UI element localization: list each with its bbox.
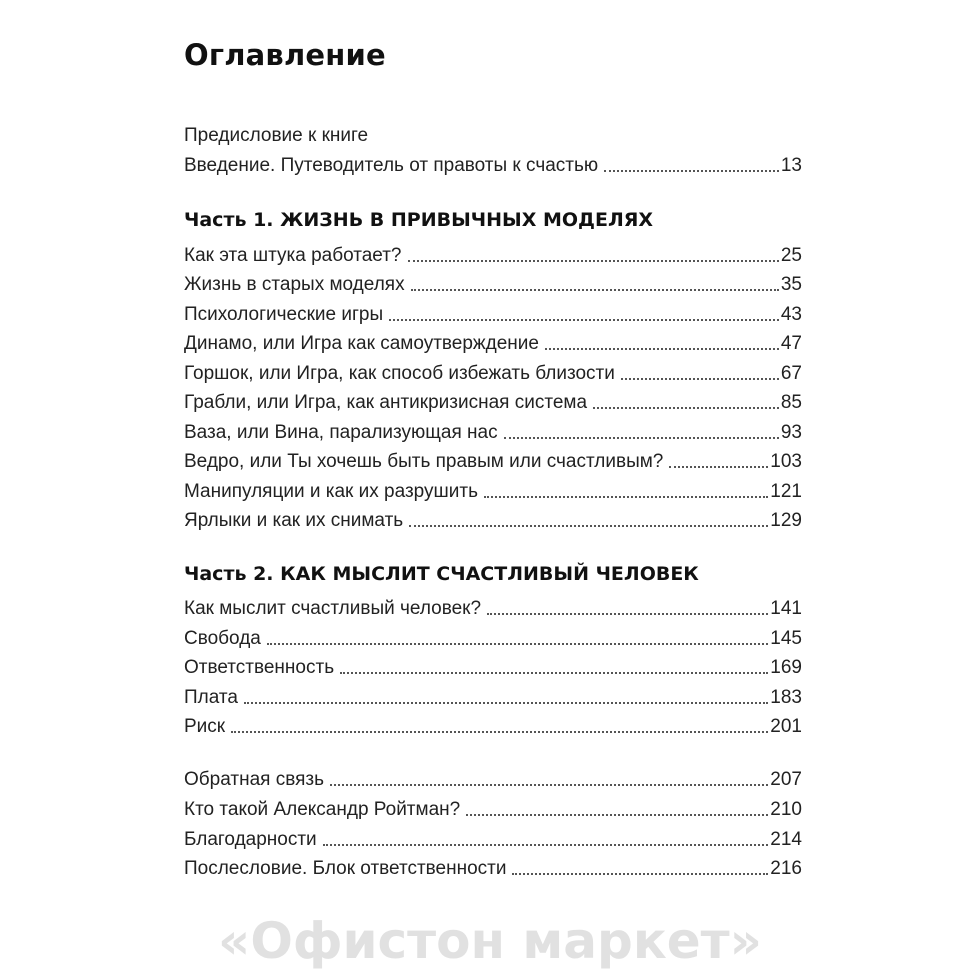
toc-page-number: 141 xyxy=(770,598,802,619)
dot-leader xyxy=(504,437,779,439)
toc-entry[interactable] xyxy=(184,244,802,268)
toc-entry-label: Свобода xyxy=(184,628,261,649)
toc-page xyxy=(184,0,802,980)
toc-page-number: 25 xyxy=(780,245,802,266)
toc-entry-label: Благодарности xyxy=(184,829,317,850)
toc-entry[interactable] xyxy=(184,480,802,504)
dot-leader xyxy=(484,496,768,498)
toc-entry[interactable] xyxy=(184,597,802,621)
toc-entry[interactable] xyxy=(184,656,802,680)
toc-entry[interactable] xyxy=(184,828,802,852)
toc-entry-label: Горшок, или Игра, как способ избежать близости xyxy=(184,363,615,384)
toc-entry-label: Введение. Путеводитель от правоты к счастью xyxy=(184,155,599,176)
dot-leader xyxy=(323,844,769,846)
dot-leader xyxy=(545,348,779,350)
part-heading-2: Часть 2. КАК МЫСЛИТ СЧАСТЛИВЫЙ ЧЕЛОВЕК xyxy=(184,563,699,585)
toc-page-number: 85 xyxy=(780,392,802,413)
toc-entry-label: Жизнь в старых моделях xyxy=(184,274,405,295)
toc-entry-preface[interactable] xyxy=(184,124,802,148)
dot-leader xyxy=(512,873,768,875)
dot-leader xyxy=(604,170,779,172)
toc-entry-label: Плата xyxy=(184,687,238,708)
toc-entry[interactable] xyxy=(184,421,802,445)
toc-entry-label: Ярлыки и как их снимать xyxy=(184,510,404,531)
toc-entry[interactable] xyxy=(184,715,802,739)
toc-page-number: 67 xyxy=(780,363,802,384)
toc-page-number: 210 xyxy=(770,799,802,820)
toc-entry[interactable] xyxy=(184,391,802,415)
toc-entry-label: Манипуляции и как их разрушить xyxy=(184,481,478,502)
toc-entry[interactable] xyxy=(184,332,802,356)
toc-page-number: 103 xyxy=(770,451,802,472)
toc-page-number: 216 xyxy=(770,858,802,879)
toc-entry[interactable] xyxy=(184,798,802,822)
toc-entry-label: Послесловие. Блок ответственности xyxy=(184,858,507,879)
toc-entry-label: Динамо, или Игра как самоутверждение xyxy=(184,333,539,354)
toc-page-number: 43 xyxy=(780,304,802,325)
dot-leader xyxy=(669,466,768,468)
dot-leader xyxy=(267,643,768,645)
toc-page-number: 13 xyxy=(780,155,802,176)
toc-entry[interactable] xyxy=(184,857,802,881)
toc-page-number: 121 xyxy=(770,481,802,502)
dot-leader xyxy=(330,784,768,786)
toc-entry-introduction[interactable] xyxy=(184,154,802,178)
toc-page-number: 145 xyxy=(770,628,802,649)
dot-leader xyxy=(621,378,779,380)
toc-page-number: 169 xyxy=(770,657,802,678)
toc-page-number: 93 xyxy=(780,422,802,443)
dot-leader xyxy=(389,319,779,321)
dot-leader xyxy=(593,407,779,409)
toc-entry[interactable] xyxy=(184,303,802,327)
toc-entry-label: Обратная связь xyxy=(184,769,324,790)
watermark-text: «Офистон маркет» xyxy=(218,912,762,970)
toc-entry[interactable] xyxy=(184,450,802,474)
toc-entry-label: Как мыслит счастливый человек? xyxy=(184,598,482,619)
toc-entry-label: Предисловие к книге xyxy=(184,125,369,146)
toc-page-number: 47 xyxy=(780,333,802,354)
toc-page-number: 201 xyxy=(770,716,802,737)
toc-page-number: 214 xyxy=(770,829,802,850)
dot-leader xyxy=(409,525,768,527)
dot-leader xyxy=(408,260,779,262)
toc-entry-label: Ваза, или Вина, парализующая нас xyxy=(184,422,498,443)
toc-entry[interactable] xyxy=(184,768,802,792)
toc-entry[interactable] xyxy=(184,362,802,386)
toc-entry-label: Кто такой Александр Ройтман? xyxy=(184,799,461,820)
dot-leader xyxy=(231,731,768,733)
toc-entry-label: Ответственность xyxy=(184,657,335,678)
dot-leader xyxy=(411,289,779,291)
toc-page-number: 129 xyxy=(770,510,802,531)
dot-leader xyxy=(340,672,768,674)
part-heading-1: Часть 1. ЖИЗНЬ В ПРИВЫЧНЫХ МОДЕЛЯХ xyxy=(184,209,654,231)
toc-entry-label: Психологические игры xyxy=(184,304,384,325)
toc-page-number: 183 xyxy=(770,687,802,708)
toc-entry-label: Грабли, или Игра, как антикризисная система xyxy=(184,392,588,413)
toc-entry-label: Риск xyxy=(184,716,226,737)
toc-entry[interactable] xyxy=(184,627,802,651)
page-title: Оглавление xyxy=(184,38,386,72)
toc-entry[interactable] xyxy=(184,273,802,297)
toc-entry-label: Ведро, или Ты хочешь быть правым или счастливым? xyxy=(184,451,664,472)
dot-leader xyxy=(466,814,768,816)
toc-entry[interactable] xyxy=(184,686,802,710)
toc-page-number: 207 xyxy=(770,769,802,790)
toc-entry-label: Как эта штука работает? xyxy=(184,245,402,266)
dot-leader xyxy=(487,613,768,615)
toc-page-number: 35 xyxy=(780,274,802,295)
toc-entry[interactable] xyxy=(184,509,802,533)
dot-leader xyxy=(244,702,768,704)
